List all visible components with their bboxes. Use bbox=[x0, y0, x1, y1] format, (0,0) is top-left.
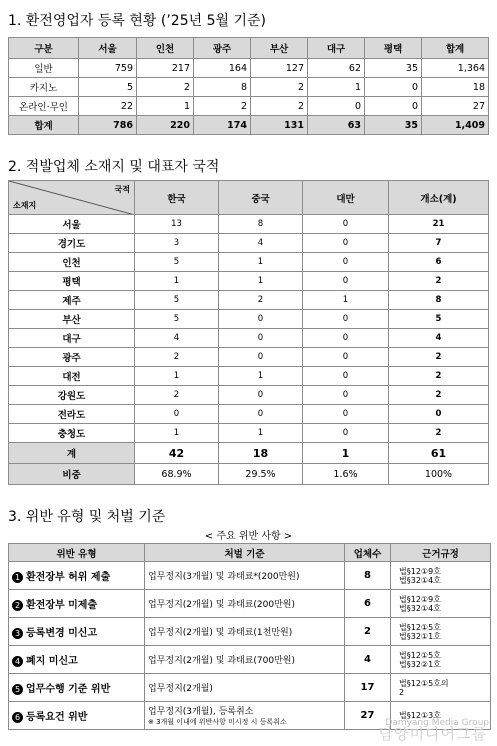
legal-basis-cell bbox=[391, 562, 491, 590]
table-cell: 6 bbox=[389, 253, 489, 272]
row-label: 일반 bbox=[9, 59, 79, 78]
table-cell: 100% bbox=[389, 464, 489, 485]
table-cell: 0 bbox=[219, 310, 303, 329]
table-cell: 3 bbox=[135, 234, 219, 253]
table-cell: 5 bbox=[135, 310, 219, 329]
legal-basis-cell bbox=[391, 590, 491, 618]
section3-title: 3. 위반 유형 및 처벌 기준 bbox=[8, 509, 166, 525]
table-cell: 2 bbox=[251, 78, 308, 97]
table-row bbox=[9, 253, 489, 272]
table-row bbox=[9, 386, 489, 405]
table-cell: 1 bbox=[303, 291, 389, 310]
table-cell: 1 bbox=[303, 443, 389, 464]
row-label: 대구 bbox=[9, 329, 135, 348]
section2-title: 2. 적발업체 소재지 및 대표자 국적 bbox=[8, 159, 220, 175]
table-cell: 2 bbox=[137, 78, 194, 97]
corner-header-nationality: 국적 bbox=[114, 185, 130, 194]
penalty-note: ※ 3개월 이내에 위반사항 미시정 시 등록취소 bbox=[148, 718, 287, 726]
table-cell: 0 bbox=[303, 215, 389, 234]
legal-basis-line: 법§12①9호 bbox=[399, 566, 441, 576]
table-row bbox=[9, 405, 489, 424]
table-cell: 0 bbox=[303, 272, 389, 291]
row-label: 비중 bbox=[9, 464, 135, 485]
watermark-korean: 담양미디어그룹 bbox=[378, 725, 487, 743]
table-cell: 220 bbox=[137, 116, 194, 135]
table-cell: 0 bbox=[303, 348, 389, 367]
violation-type-cell bbox=[9, 674, 145, 702]
table-cell: 8 bbox=[389, 291, 489, 310]
table-cell: 0 bbox=[303, 310, 389, 329]
row-label: 강원도 bbox=[9, 386, 135, 405]
company-count: 2 bbox=[345, 618, 391, 646]
ratio-row bbox=[9, 464, 489, 485]
table-cell: 1 bbox=[308, 78, 365, 97]
table-cell: 5 bbox=[79, 78, 137, 97]
table-row bbox=[9, 234, 489, 253]
table-row bbox=[9, 674, 491, 702]
table-cell: 174 bbox=[194, 116, 251, 135]
header-cell: 광주 bbox=[194, 38, 251, 59]
table-cell: 0 bbox=[365, 97, 422, 116]
table-row bbox=[9, 78, 489, 97]
penalty-cell bbox=[145, 618, 345, 646]
header-cell: 부산 bbox=[251, 38, 308, 59]
legal-basis-line: 법§12①5호 bbox=[399, 650, 441, 660]
legal-basis-cell bbox=[391, 646, 491, 674]
row-label: 부산 bbox=[9, 310, 135, 329]
table-cell: 1 bbox=[135, 272, 219, 291]
table-cell: 0 bbox=[219, 386, 303, 405]
penalty-cell bbox=[145, 646, 345, 674]
header-penalty: 처벌 기준 bbox=[145, 544, 345, 562]
table-cell: 27 bbox=[422, 97, 489, 116]
row-label: 인천 bbox=[9, 253, 135, 272]
table-cell: 0 bbox=[303, 424, 389, 443]
row-label: 평택 bbox=[9, 272, 135, 291]
table-cell: 4 bbox=[389, 329, 489, 348]
penalty-text: 업무정지(2개월) bbox=[148, 684, 213, 694]
table-cell: 1 bbox=[219, 367, 303, 386]
number-badge: 2 bbox=[12, 600, 23, 611]
header-cell: 대구 bbox=[308, 38, 365, 59]
table-row bbox=[9, 310, 489, 329]
table-cell: 2 bbox=[389, 386, 489, 405]
violation-type-cell bbox=[9, 590, 145, 618]
header-violation-type: 위반 유형 bbox=[9, 544, 145, 562]
table-row bbox=[9, 590, 491, 618]
table-cell: 1 bbox=[219, 253, 303, 272]
table-cell: 35 bbox=[365, 59, 422, 78]
row-label: 경기도 bbox=[9, 234, 135, 253]
table-cell: 5 bbox=[135, 291, 219, 310]
table-cell: 127 bbox=[251, 59, 308, 78]
header-china: 중국 bbox=[219, 181, 303, 215]
table-cell: 2 bbox=[251, 97, 308, 116]
violation-type: 폐지 미신고 bbox=[26, 656, 78, 667]
table-cell: 1,364 bbox=[422, 59, 489, 78]
table-row bbox=[9, 215, 489, 234]
header-taiwan: 대만 bbox=[303, 181, 389, 215]
violator-location-table bbox=[8, 180, 489, 485]
table-row bbox=[9, 97, 489, 116]
table-cell: 1.6% bbox=[303, 464, 389, 485]
violation-type: 환전장부 미제출 bbox=[26, 600, 98, 611]
violation-type-cell bbox=[9, 562, 145, 590]
table-cell: 22 bbox=[79, 97, 137, 116]
row-label: 합계 bbox=[9, 116, 79, 135]
table-cell: 35 bbox=[365, 116, 422, 135]
violation-type: 업무수행 기준 위반 bbox=[26, 684, 111, 695]
legal-basis-line: 법§12①9호 bbox=[399, 594, 441, 604]
table-cell: 0 bbox=[219, 329, 303, 348]
table-cell: 0 bbox=[303, 329, 389, 348]
table-row bbox=[9, 59, 489, 78]
table-cell: 164 bbox=[194, 59, 251, 78]
row-label: 카지노 bbox=[9, 78, 79, 97]
row-label: 대전 bbox=[9, 367, 135, 386]
penalty-text: 업무정지(2개월) 및 과태료(200만원) bbox=[148, 600, 295, 610]
table-cell: 4 bbox=[219, 234, 303, 253]
row-label: 서울 bbox=[9, 215, 135, 234]
legal-basis-cell bbox=[391, 674, 491, 702]
table-cell: 4 bbox=[135, 329, 219, 348]
header-legal-basis: 근거규정 bbox=[391, 544, 491, 562]
header-cell: 인천 bbox=[137, 38, 194, 59]
table-cell: 131 bbox=[251, 116, 308, 135]
table-cell: 2 bbox=[135, 348, 219, 367]
corner-header-location: 소재지 bbox=[13, 201, 37, 210]
legal-basis-line: 법§12①5호 bbox=[399, 622, 441, 632]
table-cell: 0 bbox=[219, 405, 303, 424]
row-label: 충청도 bbox=[9, 424, 135, 443]
header-company-count: 업체수 bbox=[345, 544, 391, 562]
table-cell: 0 bbox=[303, 234, 389, 253]
table-cell: 1 bbox=[135, 424, 219, 443]
table-cell: 7 bbox=[389, 234, 489, 253]
table-cell: 0 bbox=[308, 97, 365, 116]
table-row bbox=[9, 272, 489, 291]
table-cell: 1 bbox=[219, 424, 303, 443]
penalty-cell bbox=[145, 562, 345, 590]
violation-table bbox=[8, 543, 491, 730]
table-cell: 0 bbox=[365, 78, 422, 97]
violation-type: 등록요건 위반 bbox=[26, 712, 88, 723]
legal-basis-line: 2 bbox=[399, 687, 405, 697]
table-cell: 61 bbox=[389, 443, 489, 464]
row-label: 계 bbox=[9, 443, 135, 464]
total-row bbox=[9, 443, 489, 464]
table-cell: 0 bbox=[135, 405, 219, 424]
section1-title: 1. 환전영업자 등록 현황 (’25년 5월 기준) bbox=[8, 13, 266, 29]
company-count: 6 bbox=[345, 590, 391, 618]
header-cell: 평택 bbox=[365, 38, 422, 59]
header-cell: 구분 bbox=[9, 38, 79, 59]
legal-basis-cell bbox=[391, 618, 491, 646]
company-count: 4 bbox=[345, 646, 391, 674]
table-cell: 1,409 bbox=[422, 116, 489, 135]
penalty-text: 업무정지(3개월), 등록취소 bbox=[148, 707, 254, 717]
row-label: 전라도 bbox=[9, 405, 135, 424]
table-row bbox=[9, 291, 489, 310]
table-cell: 1 bbox=[137, 97, 194, 116]
table-cell: 2 bbox=[389, 348, 489, 367]
table-cell: 2 bbox=[389, 424, 489, 443]
table-cell: 63 bbox=[308, 116, 365, 135]
penalty-cell bbox=[145, 702, 345, 730]
legal-basis-line: 법§32②1호 bbox=[399, 659, 441, 669]
row-label: 온라인·무인 bbox=[9, 97, 79, 116]
table-cell: 13 bbox=[135, 215, 219, 234]
table-cell: 18 bbox=[422, 78, 489, 97]
registration-table bbox=[8, 37, 489, 135]
table-cell: 62 bbox=[308, 59, 365, 78]
header-cell: 서울 bbox=[79, 38, 137, 59]
legal-basis-line: 법§12①5호의 bbox=[399, 678, 449, 688]
table-cell: 29.5% bbox=[219, 464, 303, 485]
total-row bbox=[9, 116, 489, 135]
legal-basis-line: 법§12①3호 bbox=[399, 711, 441, 720]
violation-type-cell bbox=[9, 702, 145, 730]
number-badge: 6 bbox=[12, 712, 23, 723]
table-cell: 2 bbox=[219, 291, 303, 310]
penalty-cell bbox=[145, 674, 345, 702]
table-cell: 0 bbox=[389, 405, 489, 424]
row-label: 제주 bbox=[9, 291, 135, 310]
company-count: 8 bbox=[345, 562, 391, 590]
table-cell: 68.9% bbox=[135, 464, 219, 485]
penalty-text: 업무정지(2개월) 및 과태료(700만원) bbox=[148, 656, 295, 666]
violation-type: 환전장부 허위 제출 bbox=[26, 572, 111, 583]
legal-basis-line: 법§32①1호 bbox=[399, 631, 441, 641]
company-count: 17 bbox=[345, 674, 391, 702]
table-cell: 786 bbox=[79, 116, 137, 135]
table-cell: 0 bbox=[303, 367, 389, 386]
table-cell: 8 bbox=[219, 215, 303, 234]
table-cell: 0 bbox=[303, 253, 389, 272]
row-label: 광주 bbox=[9, 348, 135, 367]
section3-subtitle: < 주요 위반 사항 > bbox=[204, 531, 293, 542]
header-cell: 합계 bbox=[422, 38, 489, 59]
table-cell: 0 bbox=[303, 386, 389, 405]
table-row bbox=[9, 618, 491, 646]
table-cell: 1 bbox=[135, 367, 219, 386]
table-cell: 759 bbox=[79, 59, 137, 78]
watermark-latin: Damyang Media Group bbox=[385, 718, 489, 728]
legal-basis-line: 법§32①4호 bbox=[399, 575, 441, 585]
table-cell: 1 bbox=[219, 272, 303, 291]
penalty-cell bbox=[145, 590, 345, 618]
table-cell: 21 bbox=[389, 215, 489, 234]
table-cell: 5 bbox=[389, 310, 489, 329]
table-cell: 18 bbox=[219, 443, 303, 464]
table-row bbox=[9, 348, 489, 367]
table-row bbox=[9, 329, 489, 348]
number-badge: 4 bbox=[12, 656, 23, 667]
violation-type: 등록변경 미신고 bbox=[26, 628, 98, 639]
table-cell: 2 bbox=[389, 367, 489, 386]
violation-type-cell bbox=[9, 618, 145, 646]
table-row bbox=[9, 562, 491, 590]
table-cell: 2 bbox=[389, 272, 489, 291]
table-cell: 5 bbox=[135, 253, 219, 272]
table-cell: 0 bbox=[303, 405, 389, 424]
table-cell: 42 bbox=[135, 443, 219, 464]
number-badge: 3 bbox=[12, 628, 23, 639]
penalty-text: 업무정지(3개월) 및 과태료*(200만원) bbox=[148, 572, 300, 582]
table-cell: 217 bbox=[137, 59, 194, 78]
header-total-count: 개소(계) bbox=[389, 181, 489, 215]
violation-type-cell bbox=[9, 646, 145, 674]
company-count: 27 bbox=[345, 702, 391, 730]
table-cell: 8 bbox=[194, 78, 251, 97]
number-badge: 5 bbox=[12, 684, 23, 695]
table-cell: 2 bbox=[135, 386, 219, 405]
table-row bbox=[9, 367, 489, 386]
table-row bbox=[9, 646, 491, 674]
table-cell: 2 bbox=[194, 97, 251, 116]
table-cell: 0 bbox=[219, 348, 303, 367]
table-row bbox=[9, 424, 489, 443]
penalty-text: 업무정지(2개월) 및 과태료(1천만원) bbox=[148, 628, 293, 638]
corner-header bbox=[9, 181, 135, 215]
legal-basis-line: 법§32①4호 bbox=[399, 603, 441, 613]
number-badge: 1 bbox=[12, 572, 23, 583]
header-korea: 한국 bbox=[135, 181, 219, 215]
